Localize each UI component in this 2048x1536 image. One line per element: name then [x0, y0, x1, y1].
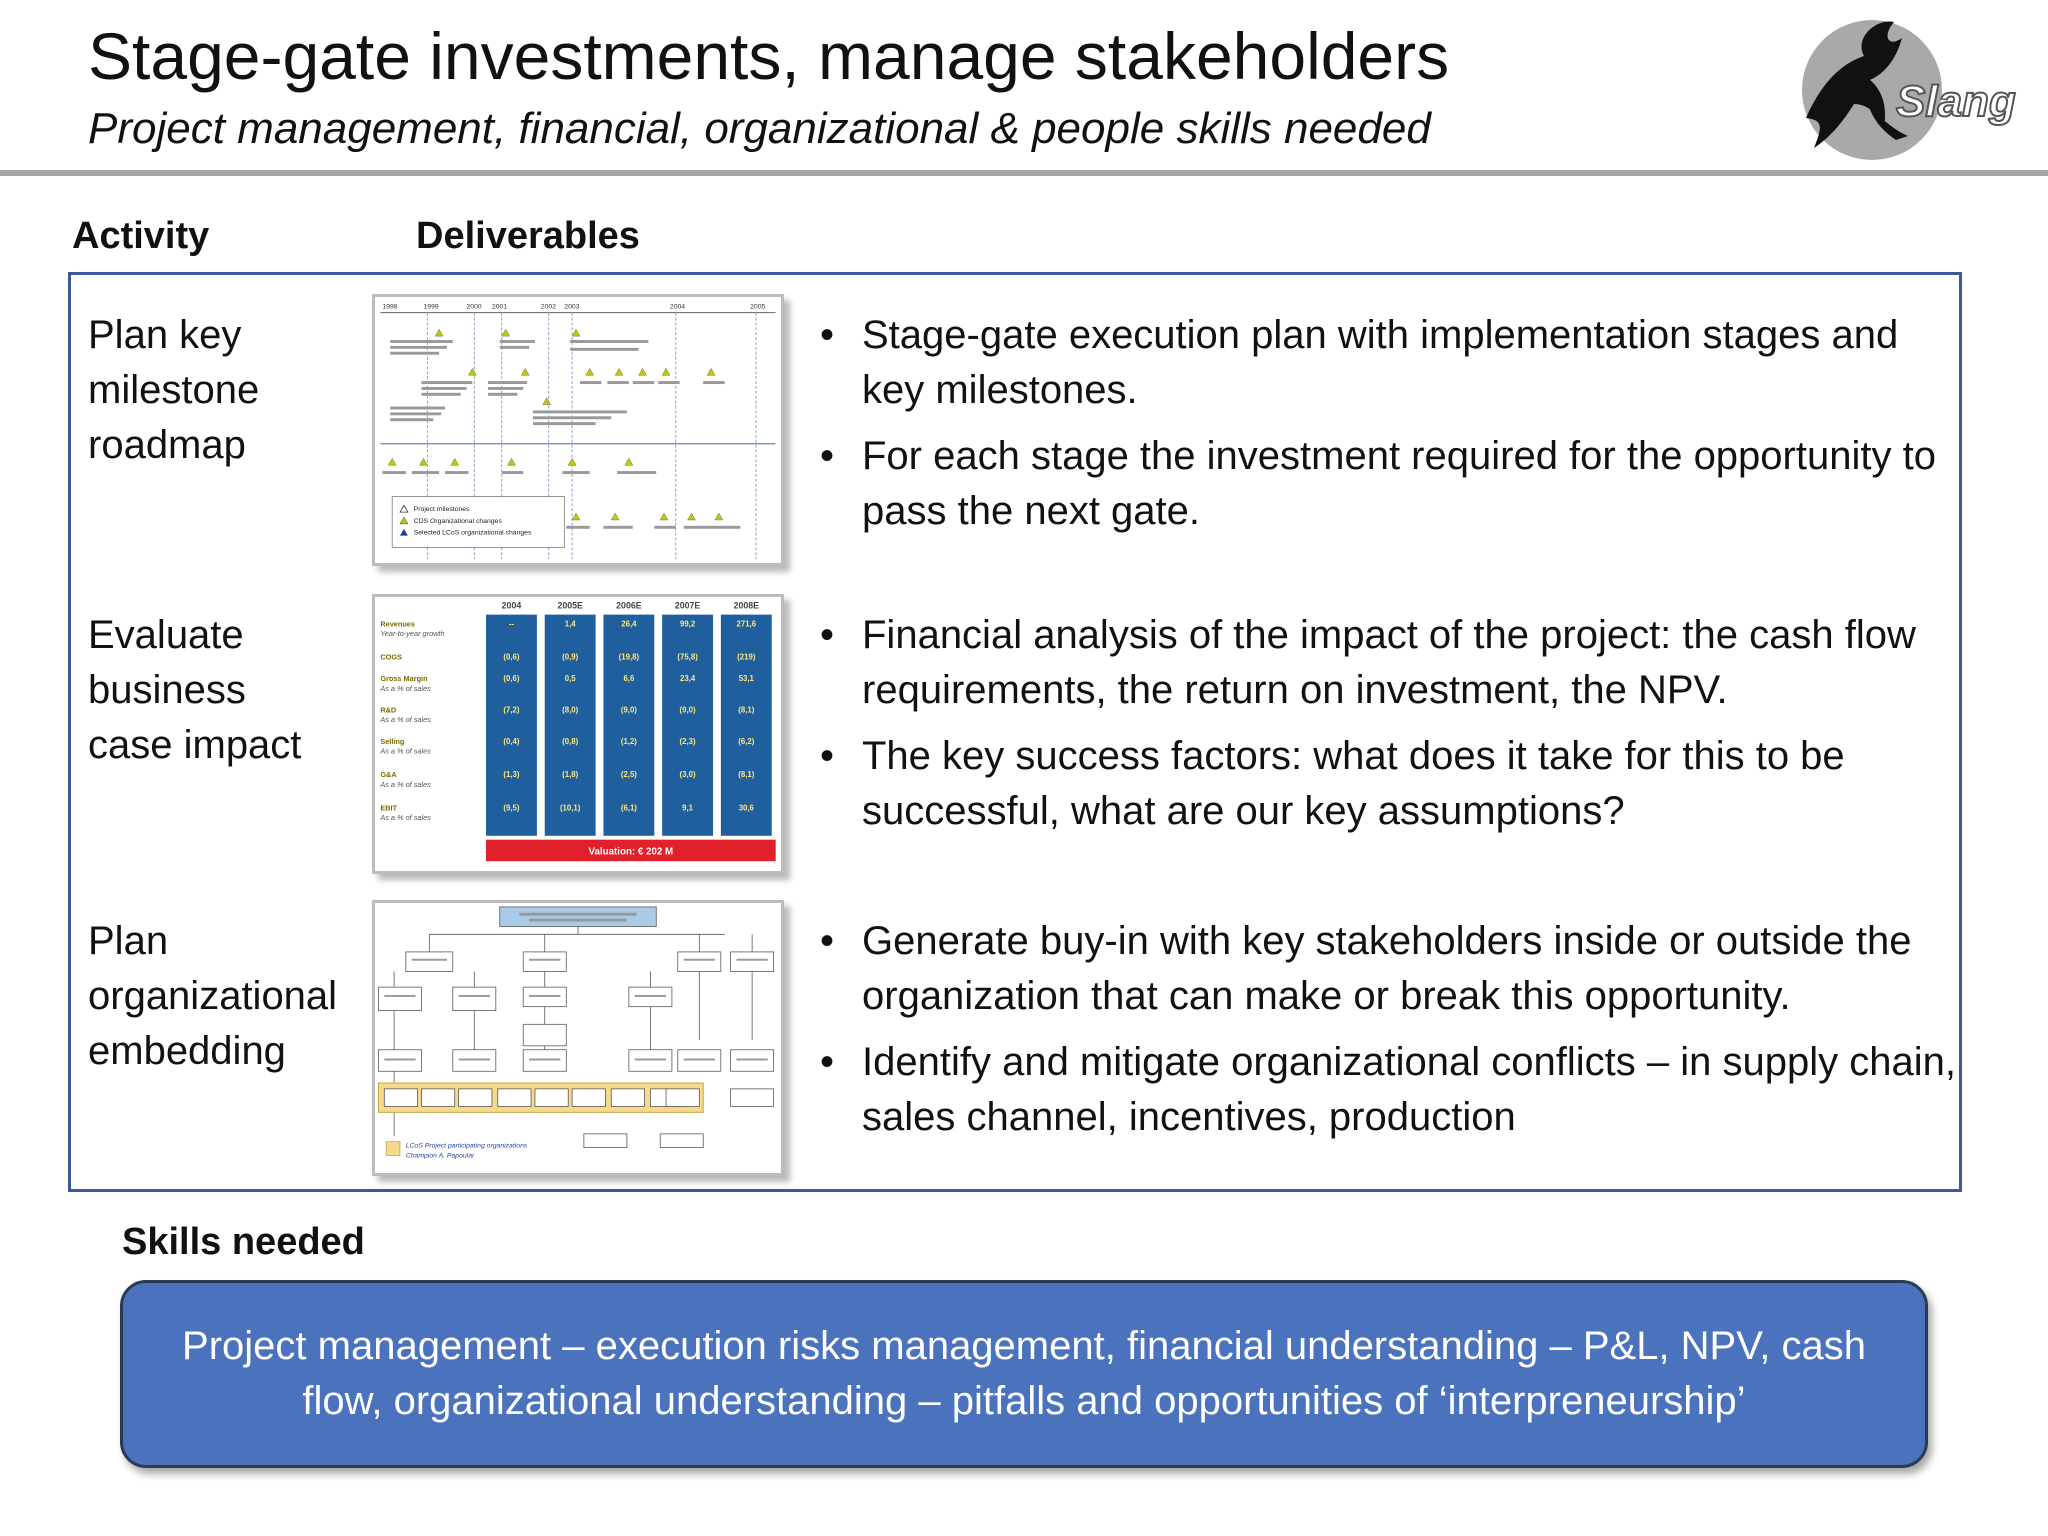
- svg-text:2000: 2000: [466, 303, 482, 311]
- svg-text:2003: 2003: [564, 303, 580, 311]
- fin-cell: 0,5: [564, 674, 576, 684]
- roadmap-thumbnail: [372, 294, 784, 566]
- fin-cell: 271,6: [736, 619, 757, 629]
- bullet-item: • Generate buy-in with key stakeholders inside or outside the organization that can make or break this opportunity.: [810, 914, 1960, 1024]
- svg-text:2005: 2005: [750, 303, 766, 311]
- slang-logo: [1784, 8, 2020, 164]
- fin-cell: (0,6): [503, 674, 520, 684]
- fin-cell: 23,4: [679, 674, 696, 684]
- fin-row-label: As a % of sales: [380, 813, 431, 823]
- activity-line: case impact: [88, 723, 302, 767]
- fin-cell: 53,1: [738, 674, 754, 684]
- fin-cell: --: [508, 619, 515, 629]
- fin-cell: (2,3): [679, 736, 696, 746]
- page-subtitle: Project management, financial, organizational & people skills needed: [88, 104, 1431, 153]
- svg-text:1999: 1999: [423, 303, 439, 311]
- fin-cell: (0,8): [562, 736, 579, 746]
- org-chart-thumbnail: [372, 900, 784, 1176]
- svg-text:2004: 2004: [669, 303, 686, 311]
- page-title: Stage-gate investments, manage stakeholders: [88, 19, 1450, 93]
- activity-plan-org-embedding: [88, 914, 337, 1079]
- fin-cell: 99,2: [679, 619, 696, 629]
- svg-text:Selected LCoS organizational c: Selected LCoS organizational changes: [413, 529, 532, 537]
- fin-cell: (0,4): [503, 736, 520, 746]
- deliverables-list-business-case: [810, 608, 1960, 850]
- fin-row-label: As a % of sales: [380, 779, 431, 789]
- fin-row-label: R&D: [380, 705, 397, 715]
- fin-row-label: As a % of sales: [380, 683, 431, 693]
- deliverables-list-org-embedding: [810, 914, 1960, 1156]
- svg-text:2002: 2002: [540, 303, 557, 311]
- fin-cell: (19,8): [618, 652, 640, 662]
- svg-text:Project milestones: Project milestones: [413, 506, 470, 514]
- fin-year-label: 2007E: [674, 600, 701, 611]
- fin-row-label: As a % of sales: [380, 746, 431, 756]
- fin-row-label: Year-to-year growth: [380, 629, 445, 639]
- valuation-label: Valuation: € 202 M: [588, 846, 674, 858]
- bullet-item: • Identify and mitigate organizational conflicts – in supply chain, sales channel, incentives, production: [810, 1035, 1960, 1145]
- fin-cell: (6,1): [620, 803, 637, 813]
- deliverables-column-header: Deliverables: [416, 215, 640, 257]
- skills-text: Project management – execution risks management, financial understanding – P&L, NPV, cash flow, organizational understanding – pitfalls and opportunities of ‘interpreneurship’: [182, 1324, 1866, 1423]
- fin-cell: (3,0): [679, 770, 696, 780]
- fin-cell: (1,8): [562, 770, 579, 780]
- bullet-item: • Stage-gate execution plan with implementation stages and key milestones.: [810, 308, 1960, 418]
- fin-cell: 1,4: [564, 619, 576, 629]
- fin-row-label: EBIT: [380, 803, 398, 813]
- fin-year-label: 2006E: [616, 600, 642, 611]
- fin-cell: (1,3): [503, 770, 520, 780]
- fin-row-label: COGS: [380, 652, 402, 662]
- deliverables-list-roadmap: [810, 308, 1960, 550]
- fin-cell: (9,5): [503, 803, 520, 813]
- bullet-item: • Financial analysis of the impact of the project: the cash flow requirements, the return on investment, the NPV.: [810, 608, 1960, 718]
- activity-column-header: Activity: [72, 215, 210, 257]
- fin-row-label: Selling: [380, 736, 405, 746]
- skills-heading: Skills needed: [122, 1221, 365, 1263]
- logo-text: Slang: [1896, 77, 2016, 126]
- fin-cell: (0,6): [503, 652, 520, 662]
- fin-cell: 9,1: [682, 803, 694, 813]
- fin-cell: (219): [737, 652, 756, 662]
- fin-cell: (10,1): [559, 803, 581, 813]
- fin-cell: (6,2): [738, 736, 755, 746]
- activity-line: Plan: [88, 919, 169, 963]
- fin-cell: (8,1): [738, 705, 755, 715]
- activity-line: organizational: [88, 974, 338, 1018]
- fin-cell: 30,6: [738, 803, 754, 813]
- fin-cell: (75,8): [677, 652, 698, 662]
- skills-box: [120, 1280, 1928, 1468]
- fin-year-label: 2004: [501, 600, 522, 611]
- fin-row-label: Revenues: [380, 619, 415, 629]
- activity-line: roadmap: [88, 423, 246, 467]
- fin-cell: 6,6: [623, 674, 635, 684]
- fin-row-label: Gross Margin: [380, 674, 428, 684]
- activity-line: milestone: [88, 368, 260, 412]
- svg-text:Champion A. Papoular: Champion A. Papoular: [405, 1152, 475, 1160]
- financials-thumbnail: [372, 594, 784, 874]
- fin-cell: 26,4: [621, 619, 637, 629]
- fin-cell: (0,9): [562, 652, 579, 662]
- svg-text:LCoS Project participating org: LCoS Project participating organizations: [405, 1142, 528, 1150]
- svg-text:CDS Organizational changes: CDS Organizational changes: [413, 517, 502, 525]
- activity-line: Evaluate: [88, 613, 244, 657]
- activity-line: embedding: [88, 1029, 286, 1073]
- activity-line: business: [88, 668, 246, 712]
- svg-text:2001: 2001: [491, 303, 508, 311]
- fin-cell: (8,1): [738, 770, 755, 780]
- fin-cell: (9,0): [679, 705, 696, 715]
- fin-cell: (2,5): [620, 770, 637, 780]
- header-divider: [0, 170, 2048, 176]
- fin-year-label: 2005E: [557, 600, 583, 611]
- bullet-item: • The key success factors: what does it take for this to be successful, what are our key assumptions?: [810, 729, 1960, 839]
- fin-cell: (7,2): [503, 705, 520, 715]
- fin-row-label: As a % of sales: [380, 715, 431, 725]
- activity-line: Plan key: [88, 313, 242, 357]
- fin-row-label: G&A: [380, 770, 397, 780]
- fin-cell: (1,2): [620, 736, 637, 746]
- svg-text:1998: 1998: [382, 303, 398, 311]
- activity-evaluate-business-case: [88, 608, 301, 773]
- activity-plan-roadmap: [88, 308, 259, 473]
- bullet-item: • For each stage the investment required for the opportunity to pass the next gate.: [810, 429, 1960, 539]
- fin-year-label: 2008E: [733, 600, 760, 611]
- fin-cell: (8,0): [562, 705, 579, 715]
- fin-cell: (9,0): [620, 705, 637, 715]
